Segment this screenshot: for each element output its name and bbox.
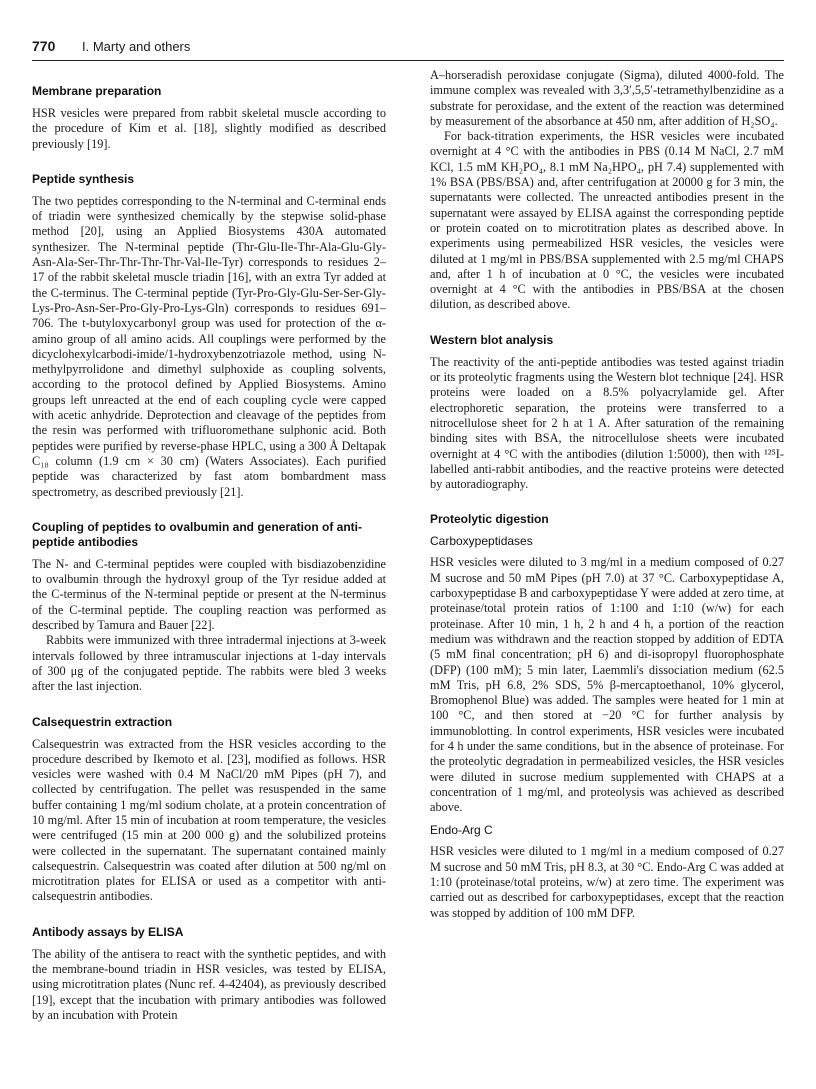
section-title: Proteolytic digestion [430,512,549,527]
section-title: Membrane preparation [32,84,162,98]
subsection-title: Carboxypeptidases [430,534,533,549]
paragraph: The ability of the antisera to react with the synthetic peptides, and with the membrane-bound triadin in HSR vesicles, was tested by ELISA, using microtitration plates (Nunc ref. 4-42404), as previously described [19], except that the incubation with primary antibodies was followed by an incubation with Protein [32,946,386,1022]
section-title: Peptide synthesis [32,171,135,186]
paragraph: HSR vesicles were prepared from rabbit skeletal muscle according to the procedure of Kim et al. [18], slightly modified as described previously [19]. [32,106,386,151]
section-title: Western blot analysis [430,332,554,347]
paragraph: A–horseradish peroxidase conjugate (Sigma), diluted 4000-fold. The immune complex was revealed with 3,3′,5,5′-tetramethylbenzidine as a substrate for peroxidase, and the extent of the reaction was determined by measurement of the absorbance at 450 nm, after addition of H₂SO₄. [430,68,784,128]
paragraph: Calsequestrin was extracted from the HSR vesicles according to the procedure described by Ikemoto et al. [23], modified as follows. HSR vesicles were washed with 0.4 M NaCl/20 mM Pipes (pH 7), and collected by centrifugation. The pellet was resuspended in the same buffer containing 1 mg/ml sodium cholate, at a protein concentration of 10 mg/ml. After 15 min of incubation at room temperature, the vesicles were centrifuged (15 min at 200 000 g) and the solubilized proteins were collected in the supernatant. The supernatant contained mainly calsequestrin. Calsequestrin was coated after dilution at 500 ng/ml on microtitration plates for ELISA or used as a competitor with anti-calsequestrin antibodies. [32,736,386,904]
section-title: Antibody assays by ELISA [32,924,184,939]
section-elisa-continued [430,68,784,313]
paragraph: The reactivity of the anti-peptide antibodies was tested against triadin or its proteolytic fragments using the Western blot technique [24]. HSR proteins were loaded on a 8.5% polyacrylamide gel. After electrophoretic separation, the proteins were transferred to a nitrocellulose sheet for 2 h at 1 A. After saturation of the remaining binding sites with BSA, the nitrocellulose sheets were incubated overnight at 4 °C with the antibodies (dilution 1:5000), then with ¹²⁵I-labelled anti-rabbit antibodies, and the reactive proteins were detected by autoradiography. [430,354,784,492]
paragraph: Rabbits were immunized with three intradermal injections at 3-week intervals followed by three intramuscular injections at 1-day intervals of 300 μg of the conjugated peptide. The rabbits were bled 3 weeks after the last injection. [32,633,386,694]
right-column [430,68,784,935]
paragraph: The N- and C-terminal peptides were coupled with bisdiazobenzidine to ovalbumin through the hydroxyl group of the Tyr residue added at the C-terminus of the N-terminal peptide or present at the N-terminus of the C-terminal peptide. The coupling reaction was performed as described by Tamura and Bauer [22]. [32,556,386,633]
section-peptide-synthesis [32,172,386,500]
page-header [32,36,784,62]
paragraph: For back-titration experiments, the HSR vesicles were incubated overnight at 4 °C with the antibodies in PBS (0.14 M NaCl, 2.7 mM KCl, 1.5 mM KH₂PO₄, 8.1 mM Na₂HPO₄, pH 7.4) supplemented with 1% BSA (PBS/BSA) and, after centrifugation at 20000 g for 3 min, the supernatants were collected. The unreacted antibodies present in the supernatant were assayed by ELISA against the corresponding peptide or protein coated on to microtitration plates as described above. In experiments using permeabilized HSR vesicles, the vesicles were diluted at 1 mg/ml in PBS/BSA supplemented with 2.5 mg/ml CHAPS and, after 1 h of incubation at 0 °C, the vesicles were incubated overnight at 4 °C with the antibodies in PBS/BSA at the chosen dilution, as described above. [430,129,784,312]
running-head: I. Marty and others [82,39,191,54]
section-coupling [32,520,386,695]
section-membrane-preparation [32,84,386,152]
section-title: Coupling of peptides to ovalbumin and generation of anti-peptide antibodies [32,519,362,549]
paragraph: The two peptides corresponding to the N-terminal and C-terminal ends of triadin were synthesized chemically by the stepwise solid-phase method [20], using an Applied Biosystems 430A automated synthesizer. The N-terminal peptide (Thr-Glu-Ile-Thr-Ala-Glu-Gly-Asn-Ala-Ser-Thr-Thr-Thr-Thr-Val-Ile-Tyr) corresponds to residues 2–17 of the rabbit skeletal muscle triadin [16], with an extra Tyr added at the C-terminus. The C-terminal peptide (Tyr-Pro-Gly-Glu-Ser-Ser-Gly-Lys-Pro-Asn-Ser-Pro-Gly-Pro-Lys-Gln) corresponds to residues 691–706. The t-butyloxycarbonyl group was used for protection of the α-amino group of all amino acids. All couplings were performed by the dicyclohexylcarbodi-imide/1-hydroxybenzotriazole method, using N-methylpyrrolidone and dimethyl sulphoxide as coupling solvents, according to the protocol defined by Applied Biosystems. Amino groups left unreacted at the end of each coupling cycle were capped with acetic anhydride. Deprotection and cleavage of the peptides from the resin was performed with trifluoromethane sulphonic acid. Both peptides were purified by reverse-phase HPLC, using a 300 Å Deltapak C₁₈ column (1.9 cm × 30 cm) (Waters Associates). Each purified peptide was characterized by fast atom bombardment mass spectrometry, as described previously [21]. [32,193,386,499]
section-elisa [32,925,386,1023]
section-proteolytic-digestion [430,512,784,921]
page-number: 770 [32,38,56,54]
header-rule [32,60,784,61]
paragraph: HSR vesicles were diluted to 1 mg/ml in a medium composed of 0.27 M sucrose and 50 mM Tris, pH 8.3, at 30 °C. Endo-Arg C was added at 1:10 (proteinase/total proteins, w/w) at zero time. The experiment was carried out as described for carboxypeptidases, except that the reaction was stopped by addition of 100 mM DFP. [430,844,784,920]
section-western-blot [430,333,784,493]
subsection-title: Endo-Arg C [430,823,493,838]
left-column [32,84,386,1043]
section-title: Calsequestrin extraction [32,714,173,729]
paragraph: HSR vesicles were diluted to 3 mg/ml in a medium composed of 0.27 M sucrose and 50 mM Pipes (pH 7.0) at 37 °C. Carboxypeptidase A, carboxypeptidase B and carboxypeptidase Y were added at zero time, at proteinase/total protein ratios of 1:100 and 1:10 (w/w) for each proteinase. After 10 min, 1 h, 2 h and 4 h, a portion of the reaction medium was withdrawn and the reaction stopped by addition of EDTA (5 mM final concentration; pH 6) and di-isopropyl fluorophosphate (DFP) (100 mM); 5 min later, Laemmli's dissociation medium (62.5 mM Tris, pH 6.8, 2% SDS, 5% β-mercaptoethanol, 10% glycerol, Bromophenol Blue) was added. The samples were heated for 1 min at 100 °C, and then stored at −20 °C for further analysis by immunoblotting. In control experiments, HSR vesicles were incubated for 4 h under the same conditions, but in the absence of proteinase. For the proteolytic degradation in permeabilized vesicles, the HSR vesicles were diluted in sucrose medium supplemented with CHAPS at a concentration of 1 mg/ml, and proteolysis was achieved as described above. [430,555,784,815]
section-calsequestrin [32,715,386,905]
